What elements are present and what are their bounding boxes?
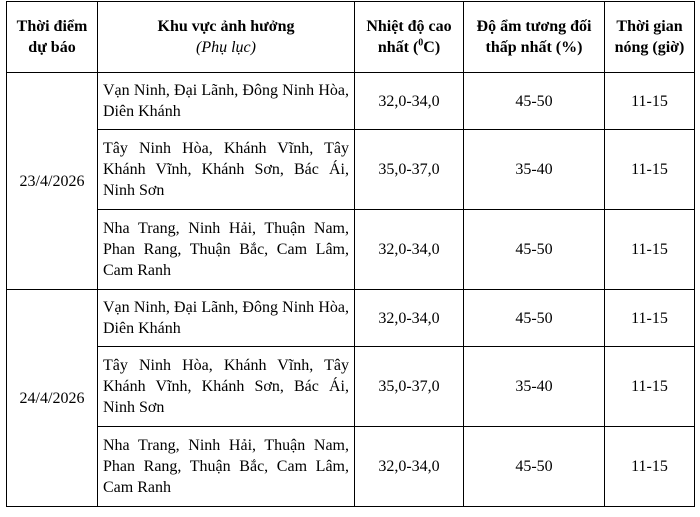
temp-cell: 35,0-37,0 [355,130,464,210]
header-forecast-time: Thời điểm dự báo [7,2,98,73]
area-cell: Nha Trang, Ninh Hải, Thuận Nam, Phan Rang, Thuận Bắc, Cam Lâm, Cam Ranh [98,210,355,290]
area-cell: Vạn Ninh, Đại Lãnh, Đông Ninh Hòa, Diên Khánh [98,290,355,347]
area-cell: Tây Ninh Hòa, Khánh Vĩnh, Tây Khánh Vĩnh, Khánh Sơn, Bác Ái, Ninh Sơn [98,130,355,210]
header-temp-sup: 0 [418,37,424,49]
table-row [7,290,695,347]
humidity-cell: 45-50 [464,73,605,130]
header-max-temp [355,2,464,73]
hours-cell: 11-15 [605,210,695,290]
header-area-sub: (Phụ lục) [196,39,256,56]
humidity-cell: 45-50 [464,427,605,507]
area-cell: Vạn Ninh, Đại Lãnh, Đông Ninh Hòa, Diên Khánh [98,73,355,130]
temp-cell: 32,0-34,0 [355,427,464,507]
area-cell: Nha Trang, Ninh Hải, Thuận Nam, Phan Rang, Thuận Bắc, Cam Lâm, Cam Ranh [98,427,355,507]
area-cell: Tây Ninh Hòa, Khánh Vĩnh, Tây Khánh Vĩnh, Khánh Sơn, Bác Ái, Ninh Sơn [98,347,355,427]
hours-cell: 11-15 [605,73,695,130]
table-row [7,347,695,427]
table-row [7,73,695,130]
temp-cell: 32,0-34,0 [355,290,464,347]
humidity-cell: 35-40 [464,130,605,210]
humidity-cell: 45-50 [464,210,605,290]
header-hot-duration: Thời gian nóng (giờ) [605,2,695,73]
table-row [7,210,695,290]
table-row [7,130,695,210]
temp-cell: 32,0-34,0 [355,210,464,290]
temp-cell: 35,0-37,0 [355,347,464,427]
humidity-cell: 45-50 [464,290,605,347]
humidity-cell: 35-40 [464,347,605,427]
header-min-humidity: Độ ẩm tương đối thấp nhất (%) [464,2,605,73]
header-area-label: Khu vực ảnh hưởng [157,18,295,35]
table-row [7,427,695,507]
hours-cell: 11-15 [605,427,695,507]
forecast-date: 23/4/2026 [7,73,98,290]
table-header-row [7,2,695,73]
heat-forecast-table [6,1,695,507]
forecast-date: 24/4/2026 [7,290,98,507]
temp-cell: 32,0-34,0 [355,73,464,130]
header-temp-pre: Nhiệt độ cao nhất ( [366,18,452,56]
header-temp-post: C) [423,39,441,56]
hours-cell: 11-15 [605,347,695,427]
hours-cell: 11-15 [605,290,695,347]
header-affected-area [98,2,355,73]
hours-cell: 11-15 [605,130,695,210]
